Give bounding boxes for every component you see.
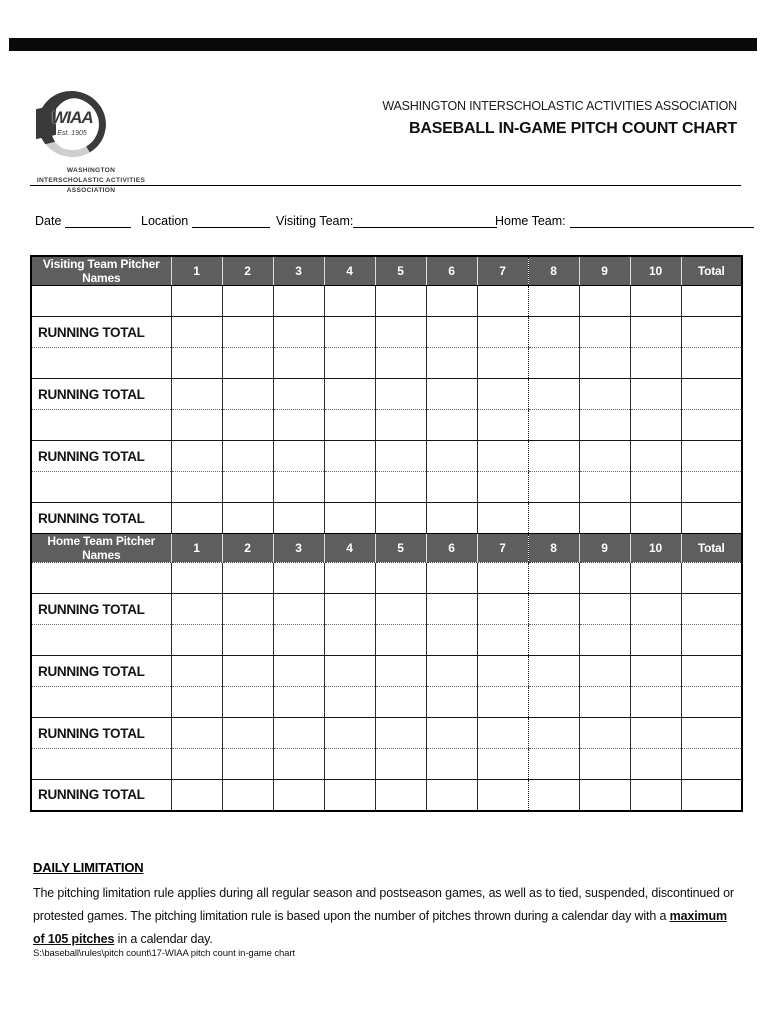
home-running-total-row-3: [31, 718, 742, 749]
pitch-count-cell[interactable]: [273, 379, 324, 410]
home-total-header: Total: [681, 534, 742, 563]
home-inning-9-header: 9: [579, 534, 630, 563]
visiting-pitcher-names-header: Visiting Team Pitcher Names: [31, 256, 171, 286]
visiting-inning-2-header: 2: [222, 256, 273, 286]
pitch-count-cell[interactable]: [579, 594, 630, 625]
pitch-count-cell[interactable]: [222, 718, 273, 749]
pitch-count-cell[interactable]: [273, 749, 324, 780]
pitch-count-cell[interactable]: [477, 718, 528, 749]
pitch-count-cell[interactable]: [171, 286, 222, 317]
pitch-count-cell[interactable]: [273, 441, 324, 472]
pitcher-name-cell[interactable]: [31, 625, 171, 656]
pitcher-name-cell[interactable]: [31, 687, 171, 718]
pitch-count-cell[interactable]: [426, 656, 477, 687]
pitch-count-cell[interactable]: [426, 348, 477, 379]
pitch-count-cell[interactable]: [477, 410, 528, 441]
pitch-count-cell[interactable]: [630, 749, 681, 780]
running-total-label: RUNNING TOTAL: [31, 656, 171, 687]
home-inning-4-header: 4: [324, 534, 375, 563]
pitch-count-cell[interactable]: [375, 317, 426, 348]
pitch-count-cell[interactable]: [324, 625, 375, 656]
total-cell[interactable]: [681, 503, 742, 534]
home-pitcher-row-2: [31, 625, 742, 656]
pitch-count-cell[interactable]: [222, 687, 273, 718]
pitch-count-cell[interactable]: [222, 563, 273, 594]
total-cell[interactable]: [681, 780, 742, 811]
pitch-count-cell[interactable]: [528, 410, 579, 441]
visiting-inning-4-header: 4: [324, 256, 375, 286]
total-cell[interactable]: [681, 348, 742, 379]
pitch-count-cell[interactable]: [324, 503, 375, 534]
pitch-count-cell[interactable]: [579, 348, 630, 379]
visiting-inning-6-header: 6: [426, 256, 477, 286]
pitch-count-cell[interactable]: [477, 472, 528, 503]
pitch-count-cell[interactable]: [477, 503, 528, 534]
pitch-count-cell[interactable]: [222, 317, 273, 348]
pitch-count-cell[interactable]: [528, 656, 579, 687]
running-total-label: RUNNING TOTAL: [31, 594, 171, 625]
pitch-count-cell[interactable]: [579, 749, 630, 780]
pitch-count-cell[interactable]: [273, 718, 324, 749]
pitch-count-cell[interactable]: [426, 286, 477, 317]
pitch-count-cell[interactable]: [426, 503, 477, 534]
visiting-inning-3-header: 3: [273, 256, 324, 286]
home-inning-8-header: 8: [528, 534, 579, 563]
pitch-count-cell[interactable]: [171, 625, 222, 656]
home-inning-5-header: 5: [375, 534, 426, 563]
scan-artifact-bar: [9, 38, 757, 51]
logo-acronym: WIAA: [51, 108, 93, 127]
pitch-count-cell[interactable]: [171, 749, 222, 780]
running-total-label: RUNNING TOTAL: [31, 379, 171, 410]
home-pitcher-names-header: Home Team Pitcher Names: [31, 534, 171, 563]
page-title: BASEBALL IN-GAME PITCH COUNT CHART: [408, 120, 737, 137]
pitch-count-cell[interactable]: [477, 749, 528, 780]
home-pitcher-row-3: [31, 687, 742, 718]
running-total-label: RUNNING TOTAL: [31, 317, 171, 348]
pitcher-name-cell[interactable]: [31, 410, 171, 441]
pitch-count-cell[interactable]: [630, 503, 681, 534]
visiting-pitcher-row-3: [31, 410, 742, 441]
total-cell[interactable]: [681, 687, 742, 718]
pitch-count-cell[interactable]: [273, 780, 324, 811]
pitcher-name-cell[interactable]: [31, 749, 171, 780]
pitcher-name-cell[interactable]: [31, 286, 171, 317]
home-inning-10-header: 10: [630, 534, 681, 563]
pitch-count-cell[interactable]: [426, 379, 477, 410]
pitcher-name-cell[interactable]: [31, 348, 171, 379]
pitch-count-cell[interactable]: [579, 687, 630, 718]
home-inning-1-header: 1: [171, 534, 222, 563]
game-info-line: [0, 214, 770, 234]
pitch-count-cell[interactable]: [426, 563, 477, 594]
pitch-count-cell[interactable]: [528, 348, 579, 379]
pitch-count-cell[interactable]: [273, 348, 324, 379]
pitch-count-cell[interactable]: [222, 379, 273, 410]
pitch-count-cell[interactable]: [273, 410, 324, 441]
pitch-count-cell[interactable]: [528, 503, 579, 534]
pitch-count-cell[interactable]: [171, 563, 222, 594]
pitch-count-cell[interactable]: [579, 286, 630, 317]
logo-est-year: Est. 1905: [57, 130, 87, 137]
running-total-label: RUNNING TOTAL: [31, 503, 171, 534]
pitch-count-cell[interactable]: [324, 286, 375, 317]
home-team-label: Home Team:: [495, 214, 566, 228]
organization-name: WASHINGTON INTERSCHOLASTIC ACTIVITIES ASSOCIATION: [382, 99, 737, 113]
pitch-count-cell[interactable]: [273, 687, 324, 718]
header-divider: [30, 185, 741, 186]
wiaa-emblem-icon: [38, 91, 106, 157]
pitch-table: [30, 255, 743, 812]
pitch-count-cell[interactable]: [426, 687, 477, 718]
visiting-inning-10-header: 10: [630, 256, 681, 286]
location-field[interactable]: [192, 215, 270, 228]
total-cell[interactable]: [681, 286, 742, 317]
pitch-count-cell[interactable]: [528, 718, 579, 749]
pitch-count-cell[interactable]: [324, 348, 375, 379]
pitch-count-cell[interactable]: [171, 656, 222, 687]
pitch-count-cell[interactable]: [579, 563, 630, 594]
visiting-running-total-row-1: [31, 317, 742, 348]
pitch-count-cell[interactable]: [579, 410, 630, 441]
logo-caption: WASHINGTON INTERSCHOLASTIC ACTIVITIES ASSOCIATION: [36, 167, 146, 194]
location-label: Location: [141, 214, 189, 228]
visiting-team-field[interactable]: [353, 215, 497, 228]
total-cell[interactable]: [681, 441, 742, 472]
pitch-count-cell[interactable]: [630, 286, 681, 317]
pitch-count-cell[interactable]: [477, 286, 528, 317]
pitch-count-cell[interactable]: [324, 317, 375, 348]
pitch-count-cell[interactable]: [171, 780, 222, 811]
pitch-count-cell[interactable]: [630, 379, 681, 410]
running-total-label: RUNNING TOTAL: [31, 441, 171, 472]
home-running-total-row-4: [31, 780, 742, 811]
pitch-count-cell[interactable]: [171, 317, 222, 348]
pitch-count-cell[interactable]: [222, 441, 273, 472]
pitch-count-cell[interactable]: [171, 594, 222, 625]
pitch-count-cell[interactable]: [579, 317, 630, 348]
pitch-count-cell[interactable]: [273, 317, 324, 348]
pitch-count-cell[interactable]: [477, 379, 528, 410]
total-cell[interactable]: [681, 563, 742, 594]
pitch-count-cell[interactable]: [222, 656, 273, 687]
pitch-count-cell[interactable]: [324, 594, 375, 625]
pitch-count-cell[interactable]: [375, 441, 426, 472]
visiting-running-total-row-4: [31, 503, 742, 534]
total-cell[interactable]: [681, 317, 742, 348]
visiting-total-header: Total: [681, 256, 742, 286]
home-running-total-row-1: [31, 594, 742, 625]
pitch-count-cell[interactable]: [273, 503, 324, 534]
pitch-count-cell[interactable]: [324, 687, 375, 718]
pitch-count-cell[interactable]: [222, 286, 273, 317]
pitch-count-cell[interactable]: [426, 625, 477, 656]
pitch-count-cell[interactable]: [528, 472, 579, 503]
pitch-count-cell[interactable]: [477, 563, 528, 594]
total-cell[interactable]: [681, 379, 742, 410]
pitch-count-cell[interactable]: [375, 718, 426, 749]
pitch-count-cell[interactable]: [375, 379, 426, 410]
pitch-count-cell[interactable]: [222, 472, 273, 503]
pitch-count-cell[interactable]: [630, 472, 681, 503]
pitch-count-cell[interactable]: [171, 410, 222, 441]
total-cell[interactable]: [681, 656, 742, 687]
pitch-count-cell[interactable]: [528, 317, 579, 348]
pitch-count-cell[interactable]: [630, 594, 681, 625]
daily-limitation-heading: DAILY LIMITATION: [33, 860, 144, 875]
pitch-count-cell[interactable]: [375, 656, 426, 687]
pitch-count-cell[interactable]: [222, 749, 273, 780]
pitch-count-cell[interactable]: [528, 749, 579, 780]
pitch-count-tables: [30, 255, 741, 812]
pitch-count-cell[interactable]: [171, 718, 222, 749]
pitch-count-cell[interactable]: [324, 472, 375, 503]
total-cell[interactable]: [681, 594, 742, 625]
pitch-count-cell[interactable]: [528, 780, 579, 811]
home-header-row: [31, 534, 742, 563]
pitch-count-cell[interactable]: [324, 656, 375, 687]
visiting-inning-5-header: 5: [375, 256, 426, 286]
pitch-count-cell[interactable]: [273, 563, 324, 594]
pitch-count-cell[interactable]: [477, 625, 528, 656]
pitch-count-cell[interactable]: [171, 379, 222, 410]
pitch-count-cell[interactable]: [375, 625, 426, 656]
pitch-count-cell[interactable]: [630, 780, 681, 811]
pitch-count-cell[interactable]: [171, 503, 222, 534]
pitch-count-cell[interactable]: [324, 718, 375, 749]
date-field[interactable]: [65, 215, 131, 228]
pitch-count-cell[interactable]: [426, 317, 477, 348]
pitch-count-cell[interactable]: [528, 594, 579, 625]
visiting-inning-9-header: 9: [579, 256, 630, 286]
pitch-count-cell[interactable]: [324, 563, 375, 594]
pitch-count-cell[interactable]: [528, 563, 579, 594]
pitch-count-cell[interactable]: [579, 656, 630, 687]
file-path-footnote: S:\baseball\rules\pitch count\17-WIAA pitch count in-game chart: [33, 948, 295, 959]
pitch-count-cell[interactable]: [222, 780, 273, 811]
pitch-count-cell[interactable]: [171, 348, 222, 379]
pitch-count-cell[interactable]: [579, 780, 630, 811]
visiting-inning-8-header: 8: [528, 256, 579, 286]
pitch-count-cell[interactable]: [630, 656, 681, 687]
pitch-count-cell[interactable]: [222, 503, 273, 534]
pitch-count-cell[interactable]: [528, 687, 579, 718]
visiting-pitcher-row-1: [31, 286, 742, 317]
home-inning-6-header: 6: [426, 534, 477, 563]
max-pitches-emphasis: maximum of 105 pitches: [33, 908, 727, 946]
home-running-total-row-2: [31, 656, 742, 687]
pitcher-name-cell[interactable]: [31, 472, 171, 503]
visiting-header-row: [31, 256, 742, 286]
pitch-count-cell[interactable]: [171, 687, 222, 718]
pitch-count-cell[interactable]: [630, 718, 681, 749]
pitch-count-cell[interactable]: [273, 594, 324, 625]
home-inning-3-header: 3: [273, 534, 324, 563]
pitch-count-cell[interactable]: [273, 286, 324, 317]
pitch-count-cell[interactable]: [426, 594, 477, 625]
pitch-count-cell[interactable]: [528, 379, 579, 410]
pitch-count-cell[interactable]: [579, 503, 630, 534]
pitch-count-cell[interactable]: [222, 348, 273, 379]
pitch-count-cell[interactable]: [630, 410, 681, 441]
total-cell[interactable]: [681, 410, 742, 441]
pitch-count-cell[interactable]: [528, 286, 579, 317]
pitch-count-cell[interactable]: [324, 780, 375, 811]
total-cell[interactable]: [681, 472, 742, 503]
home-inning-7-header: 7: [477, 534, 528, 563]
pitch-count-cell[interactable]: [426, 472, 477, 503]
pitch-count-cell[interactable]: [324, 749, 375, 780]
pitch-count-cell[interactable]: [579, 379, 630, 410]
pitch-count-cell[interactable]: [630, 348, 681, 379]
visiting-running-total-row-2: [31, 379, 742, 410]
pitch-count-cell[interactable]: [477, 594, 528, 625]
total-cell[interactable]: [681, 718, 742, 749]
pitch-count-cell[interactable]: [375, 687, 426, 718]
date-label: Date: [35, 214, 62, 228]
home-pitcher-row-4: [31, 749, 742, 780]
pitch-count-cell[interactable]: [324, 410, 375, 441]
pitch-count-cell[interactable]: [324, 379, 375, 410]
pitch-count-cell[interactable]: [222, 410, 273, 441]
pitch-count-cell[interactable]: [375, 749, 426, 780]
pitch-count-cell[interactable]: [579, 718, 630, 749]
pitch-count-cell[interactable]: [477, 687, 528, 718]
pitch-count-cell[interactable]: [630, 687, 681, 718]
visiting-pitcher-row-2: [31, 348, 742, 379]
visiting-team-label: Visiting Team:: [276, 214, 354, 228]
pitch-count-cell[interactable]: [375, 286, 426, 317]
pitch-count-cell[interactable]: [375, 503, 426, 534]
pitch-count-cell[interactable]: [426, 718, 477, 749]
pitch-count-cell[interactable]: [630, 441, 681, 472]
running-total-label: RUNNING TOTAL: [31, 780, 171, 811]
pitch-count-cell[interactable]: [171, 441, 222, 472]
pitch-count-cell[interactable]: [477, 656, 528, 687]
pitch-count-cell[interactable]: [426, 749, 477, 780]
visiting-running-total-row-3: [31, 441, 742, 472]
pitch-count-cell[interactable]: [375, 780, 426, 811]
pitch-count-cell[interactable]: [630, 625, 681, 656]
pitch-count-cell[interactable]: [375, 563, 426, 594]
home-team-field[interactable]: [570, 215, 754, 228]
pitch-count-cell[interactable]: [273, 472, 324, 503]
pitch-count-cell[interactable]: [375, 472, 426, 503]
pitch-count-cell[interactable]: [426, 410, 477, 441]
pitch-count-cell[interactable]: [222, 625, 273, 656]
running-total-label: RUNNING TOTAL: [31, 718, 171, 749]
visiting-inning-7-header: 7: [477, 256, 528, 286]
pitch-count-cell[interactable]: [630, 563, 681, 594]
masthead: [382, 99, 737, 138]
wiaa-logo: [36, 91, 164, 196]
daily-limitation-section: [33, 860, 741, 950]
pitch-count-cell[interactable]: [579, 472, 630, 503]
pitch-count-cell[interactable]: [528, 625, 579, 656]
pitch-count-cell[interactable]: [579, 625, 630, 656]
total-cell[interactable]: [681, 625, 742, 656]
pitch-count-cell[interactable]: [273, 625, 324, 656]
pitch-count-cell[interactable]: [477, 780, 528, 811]
home-inning-2-header: 2: [222, 534, 273, 563]
pitch-count-cell[interactable]: [222, 594, 273, 625]
pitch-count-cell[interactable]: [477, 348, 528, 379]
pitch-count-cell[interactable]: [375, 348, 426, 379]
pitch-count-cell[interactable]: [426, 780, 477, 811]
pitch-count-cell[interactable]: [375, 594, 426, 625]
pitch-count-cell[interactable]: [273, 656, 324, 687]
pitch-count-cell[interactable]: [630, 317, 681, 348]
pitch-count-cell[interactable]: [579, 441, 630, 472]
visiting-pitcher-row-4: [31, 472, 742, 503]
pitch-count-cell[interactable]: [375, 410, 426, 441]
total-cell[interactable]: [681, 749, 742, 780]
visiting-inning-1-header: 1: [171, 256, 222, 286]
pitcher-name-cell[interactable]: [31, 563, 171, 594]
home-pitcher-row-1: [31, 563, 742, 594]
daily-limitation-body: The pitching limitation rule applies during all regular season and postseason games, as well as to tied, suspended, discontinued or protested games. The pitching limitation rule is based upon the number of pitches thrown during a calendar day with a maximum of 105 pitches in a calendar day.: [33, 886, 734, 946]
pitch-count-cell[interactable]: [528, 441, 579, 472]
pitch-count-cell[interactable]: [426, 441, 477, 472]
pitch-count-cell[interactable]: [324, 441, 375, 472]
pitch-count-cell[interactable]: [477, 441, 528, 472]
pitch-count-cell[interactable]: [171, 472, 222, 503]
pitch-count-cell[interactable]: [477, 317, 528, 348]
